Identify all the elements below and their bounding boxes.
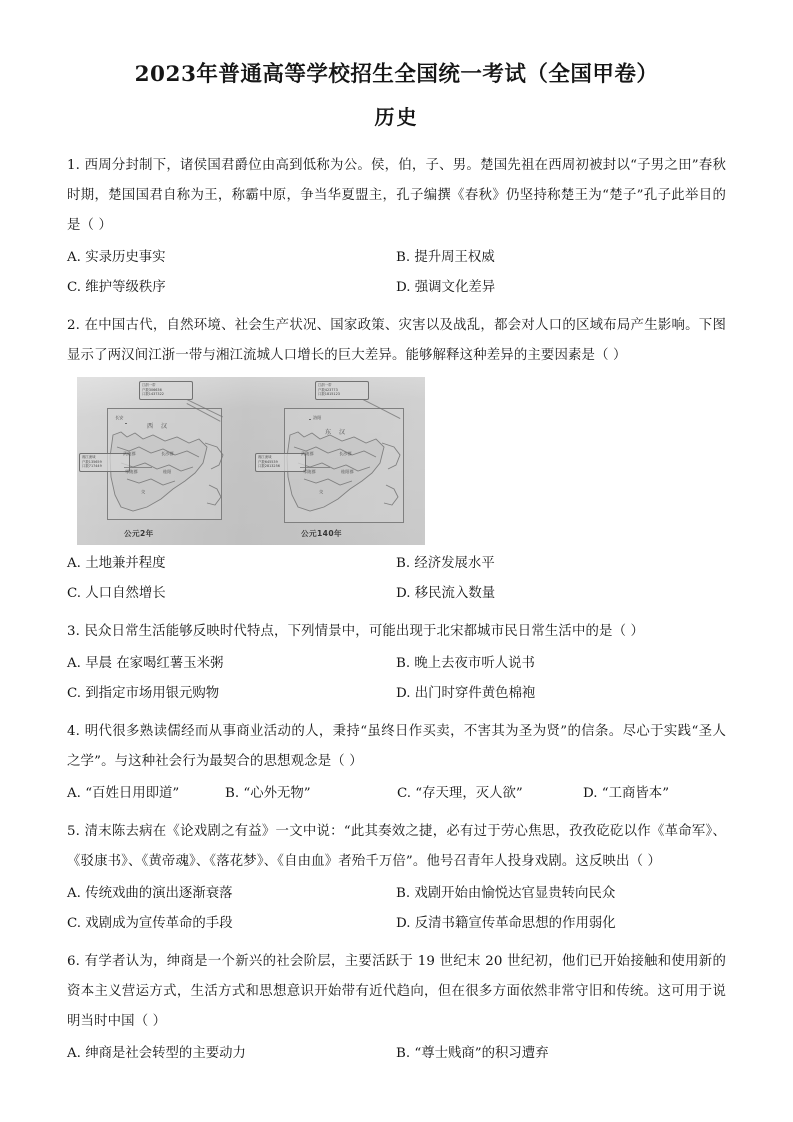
option-3-c-letter: C. xyxy=(67,685,82,701)
option-3-b-letter: B. xyxy=(396,655,411,671)
option-3-b[interactable] xyxy=(396,649,726,679)
option-2-c-text: 人口自然增长 xyxy=(85,585,166,601)
callout-left-jiangzhe-line2: 户数306636 xyxy=(142,387,162,392)
map-label-left-0: 长安 xyxy=(115,414,124,420)
question-6 xyxy=(67,947,726,1069)
callout-right-jiangzhe-line1: 江浙一带 xyxy=(318,383,332,388)
option-5-a[interactable] xyxy=(67,879,396,909)
option-3-c[interactable] xyxy=(67,679,396,709)
callout-right-jiangzhe-line2: 户数423773 xyxy=(318,387,338,392)
option-4-c[interactable] xyxy=(397,779,583,809)
question-6-stem: 6. 有学者认为，绅商是一个新兴的社会阶层，主要活跃于 19 世纪末 20 世纪初，他们已开始接触和使用新的资本主义营运方式，生活方式和思想意识开始带有近代趋向，但在很多方面依然非常守旧和传统。这可用于说明当时中国（ ） xyxy=(67,953,726,1029)
question-3 xyxy=(67,617,726,709)
option-1-b-letter: B. xyxy=(396,249,411,265)
callout-right-xiangjiang-line1: 湘江流域 xyxy=(258,455,272,460)
map-label-right-1: 东 xyxy=(325,428,332,436)
option-1-c[interactable] xyxy=(67,273,396,303)
map-label-left-5: 零陵郡 xyxy=(125,468,138,474)
option-5-d-text: 反清书籍宣传革命思想的作用弱化 xyxy=(414,915,616,931)
option-5-b-letter: B. xyxy=(396,885,411,901)
option-2-d-text: 移民流入数量 xyxy=(414,585,496,601)
option-6-a-text: 绅商是社会转型的主要动力 xyxy=(85,1045,246,1061)
option-4-a-text: “百姓日用即道” xyxy=(85,785,180,801)
map-label-right-3: 武陵郡 xyxy=(301,450,314,456)
option-1-a-letter: A. xyxy=(67,249,81,265)
option-5-b-text: 戏剧开始由愉悦达官显贵转向民众 xyxy=(414,885,616,901)
callout-left-xiangjiang-line2: 户数135659 xyxy=(82,459,102,464)
option-4-c-letter: C. xyxy=(397,785,412,801)
leader-line-5 xyxy=(300,467,330,468)
question-2-options xyxy=(67,549,726,609)
callout-right-xiangjiang xyxy=(255,453,306,472)
question-list xyxy=(67,151,726,1069)
question-4 xyxy=(67,717,726,809)
option-1-d-letter: D. xyxy=(396,279,411,295)
option-2-b-text: 经济发展水平 xyxy=(414,555,495,571)
option-3-d[interactable] xyxy=(396,679,726,709)
option-4-d-letter: D. xyxy=(583,785,598,801)
option-3-a-letter: A. xyxy=(67,655,81,671)
subject-title: 历史 xyxy=(374,104,419,129)
option-1-b-text: 提升周王权威 xyxy=(414,249,495,265)
option-5-a-letter: A. xyxy=(67,885,81,901)
option-6-b[interactable] xyxy=(396,1039,726,1069)
option-4-d[interactable] xyxy=(583,779,669,809)
map-label-right-7: 交 xyxy=(319,488,324,494)
option-3-d-letter: D. xyxy=(396,685,411,701)
option-4-b[interactable] xyxy=(225,779,397,809)
option-2-a[interactable] xyxy=(67,549,396,579)
map-label-right-0: 洛阳 xyxy=(313,414,322,420)
option-2-c-letter: C. xyxy=(67,585,82,601)
option-4-d-text: “工商皆本” xyxy=(601,785,670,801)
callout-left-jiangzhe-line1: 江浙一带 xyxy=(142,383,156,388)
option-3-d-text: 出门时穿件黄色棉袍 xyxy=(414,685,536,701)
option-5-d[interactable] xyxy=(396,909,726,939)
option-2-c[interactable] xyxy=(67,579,396,609)
option-6-b-letter: B. xyxy=(396,1045,411,1061)
option-3-c-text: 到指定市场用银元购物 xyxy=(85,685,220,701)
option-6-b-text: “尊士贱商”的积习遭弃 xyxy=(414,1045,549,1061)
option-2-b-letter: B. xyxy=(396,555,411,571)
option-1-a-text: 实录历史事实 xyxy=(85,249,166,265)
question-1-stem: 1. 西周分封制下，诸侯国君爵位由高到低称为公。侯，伯，子、男。楚国先祖在西周初被封以“子男之田”春秋时期，楚国国君自称为王，称霸中原，争当华夏盟主，孔子编撰《春秋》仍坚持称楚王为“楚子”孔子此举目的是（ ） xyxy=(67,157,726,233)
option-6-a-letter: A. xyxy=(67,1045,81,1061)
question-6-options xyxy=(67,1039,726,1069)
map-label-left-7: 交 xyxy=(141,488,146,494)
map-label-right-2: 汉 xyxy=(339,428,346,436)
option-1-c-letter: C. xyxy=(67,279,82,295)
question-2 xyxy=(67,311,726,609)
callout-right-jiangzhe xyxy=(315,381,369,400)
option-4-c-text: “存天理，灭人欲” xyxy=(415,785,523,801)
population-map-figure xyxy=(77,377,425,545)
option-5-d-letter: D. xyxy=(396,915,411,931)
leader-line-3 xyxy=(124,467,152,468)
map-label-right-5: 零陵郡 xyxy=(303,468,316,474)
figure-caption-left: 公元2年 xyxy=(124,528,154,538)
question-4-stem: 4. 明代很多熟读儒经而从事商业活动的人，秉持“虽终日作买卖，不害其为圣为贤”的信条。尽心于实践“圣人之学”。与这种社会行为最契合的思想观念是（ ） xyxy=(67,723,726,769)
map-label-left-3: 武陵郡 xyxy=(123,450,136,456)
figure-caption-right: 公元140年 xyxy=(301,528,343,538)
option-4-b-text: “心外无物” xyxy=(243,785,311,801)
map-label-left-2: 汉 xyxy=(161,422,168,430)
option-2-a-letter: A. xyxy=(67,555,81,571)
callout-left-xiangjiang-line3: 口数717449 xyxy=(82,464,102,469)
question-5 xyxy=(67,817,726,939)
option-2-b[interactable] xyxy=(396,549,726,579)
option-4-a-letter: A. xyxy=(67,785,81,801)
option-3-a[interactable] xyxy=(67,649,396,679)
map-label-left-4: 长沙郡 xyxy=(161,450,174,456)
map-label-left-1: 西 xyxy=(147,422,154,430)
option-2-d[interactable] xyxy=(396,579,726,609)
option-5-a-text: 传统戏曲的演出逐渐衰落 xyxy=(85,885,233,901)
map-label-right-4: 长沙郡 xyxy=(339,450,352,456)
callout-right-xiangjiang-line2: 户数645539 xyxy=(258,459,278,464)
question-1-options xyxy=(67,243,726,303)
option-5-c-letter: C. xyxy=(67,915,82,931)
option-3-b-text: 晚上去夜市听人说书 xyxy=(414,655,535,671)
option-1-d[interactable] xyxy=(396,273,726,303)
question-1 xyxy=(67,151,726,303)
option-4-b-letter: B. xyxy=(225,785,240,801)
page-title: 2023年普通高等学校招生全国统一考试（全国甲卷） xyxy=(134,62,659,87)
option-6-a[interactable] xyxy=(67,1039,396,1069)
option-4-a[interactable] xyxy=(67,779,225,809)
option-2-a-text: 土地兼并程度 xyxy=(85,555,166,571)
option-5-c[interactable] xyxy=(67,909,396,939)
question-4-options xyxy=(67,779,726,809)
question-3-options xyxy=(67,649,726,709)
map-label-left-6: 桂阳 xyxy=(163,468,172,474)
question-5-options xyxy=(67,879,726,939)
callout-right-xiangjiang-line3: 口数2813256 xyxy=(258,464,280,469)
option-5-c-text: 戏剧成为宣传革命的手段 xyxy=(85,915,233,931)
option-1-b[interactable] xyxy=(396,243,726,273)
option-2-d-letter: D. xyxy=(396,585,411,601)
callout-left-jiangzhe xyxy=(139,381,193,400)
option-5-b[interactable] xyxy=(396,879,726,909)
question-2-stem: 2. 在中国古代，自然环境、社会生产状况、国家政策、灾害以及战乱，都会对人口的区域布局产生影响。下图显示了两汉间江浙一带与湘江流城人口增长的巨大差异。能够解释这种差异的主要因素是（ ） xyxy=(67,317,726,363)
callout-right-jiangzhe-line3: 口数1815123 xyxy=(318,392,340,397)
option-1-c-text: 维护等级秩序 xyxy=(85,279,166,295)
map-label-right-6: 桂阳郡 xyxy=(341,468,354,474)
callout-left-jiangzhe-line3: 口数1437322 xyxy=(142,392,164,397)
option-1-a[interactable] xyxy=(67,243,396,273)
option-1-d-text: 强调文化差异 xyxy=(414,279,496,295)
question-3-stem: 3. 民众日常生活能够反映时代特点，下列情景中，可能出现于北宋都城市民日常生活中的是（ ） xyxy=(67,623,645,639)
question-5-stem: 5. 清末陈去病在《论戏剧之有益》一文中说：“此其奏效之捷，必有过于劳心焦思，孜孜矻矻以作《革命军》、《驳康书》、《黄帝魂》、《落花梦》、《自由血》者殆千万倍”。他号召青年人投身戏剧。这反映出（ ） xyxy=(67,823,726,869)
callout-left-xiangjiang-line1: 湘江流域 xyxy=(82,455,96,460)
option-3-a-text: 早晨 在家喝红薯玉米粥 xyxy=(85,655,224,671)
